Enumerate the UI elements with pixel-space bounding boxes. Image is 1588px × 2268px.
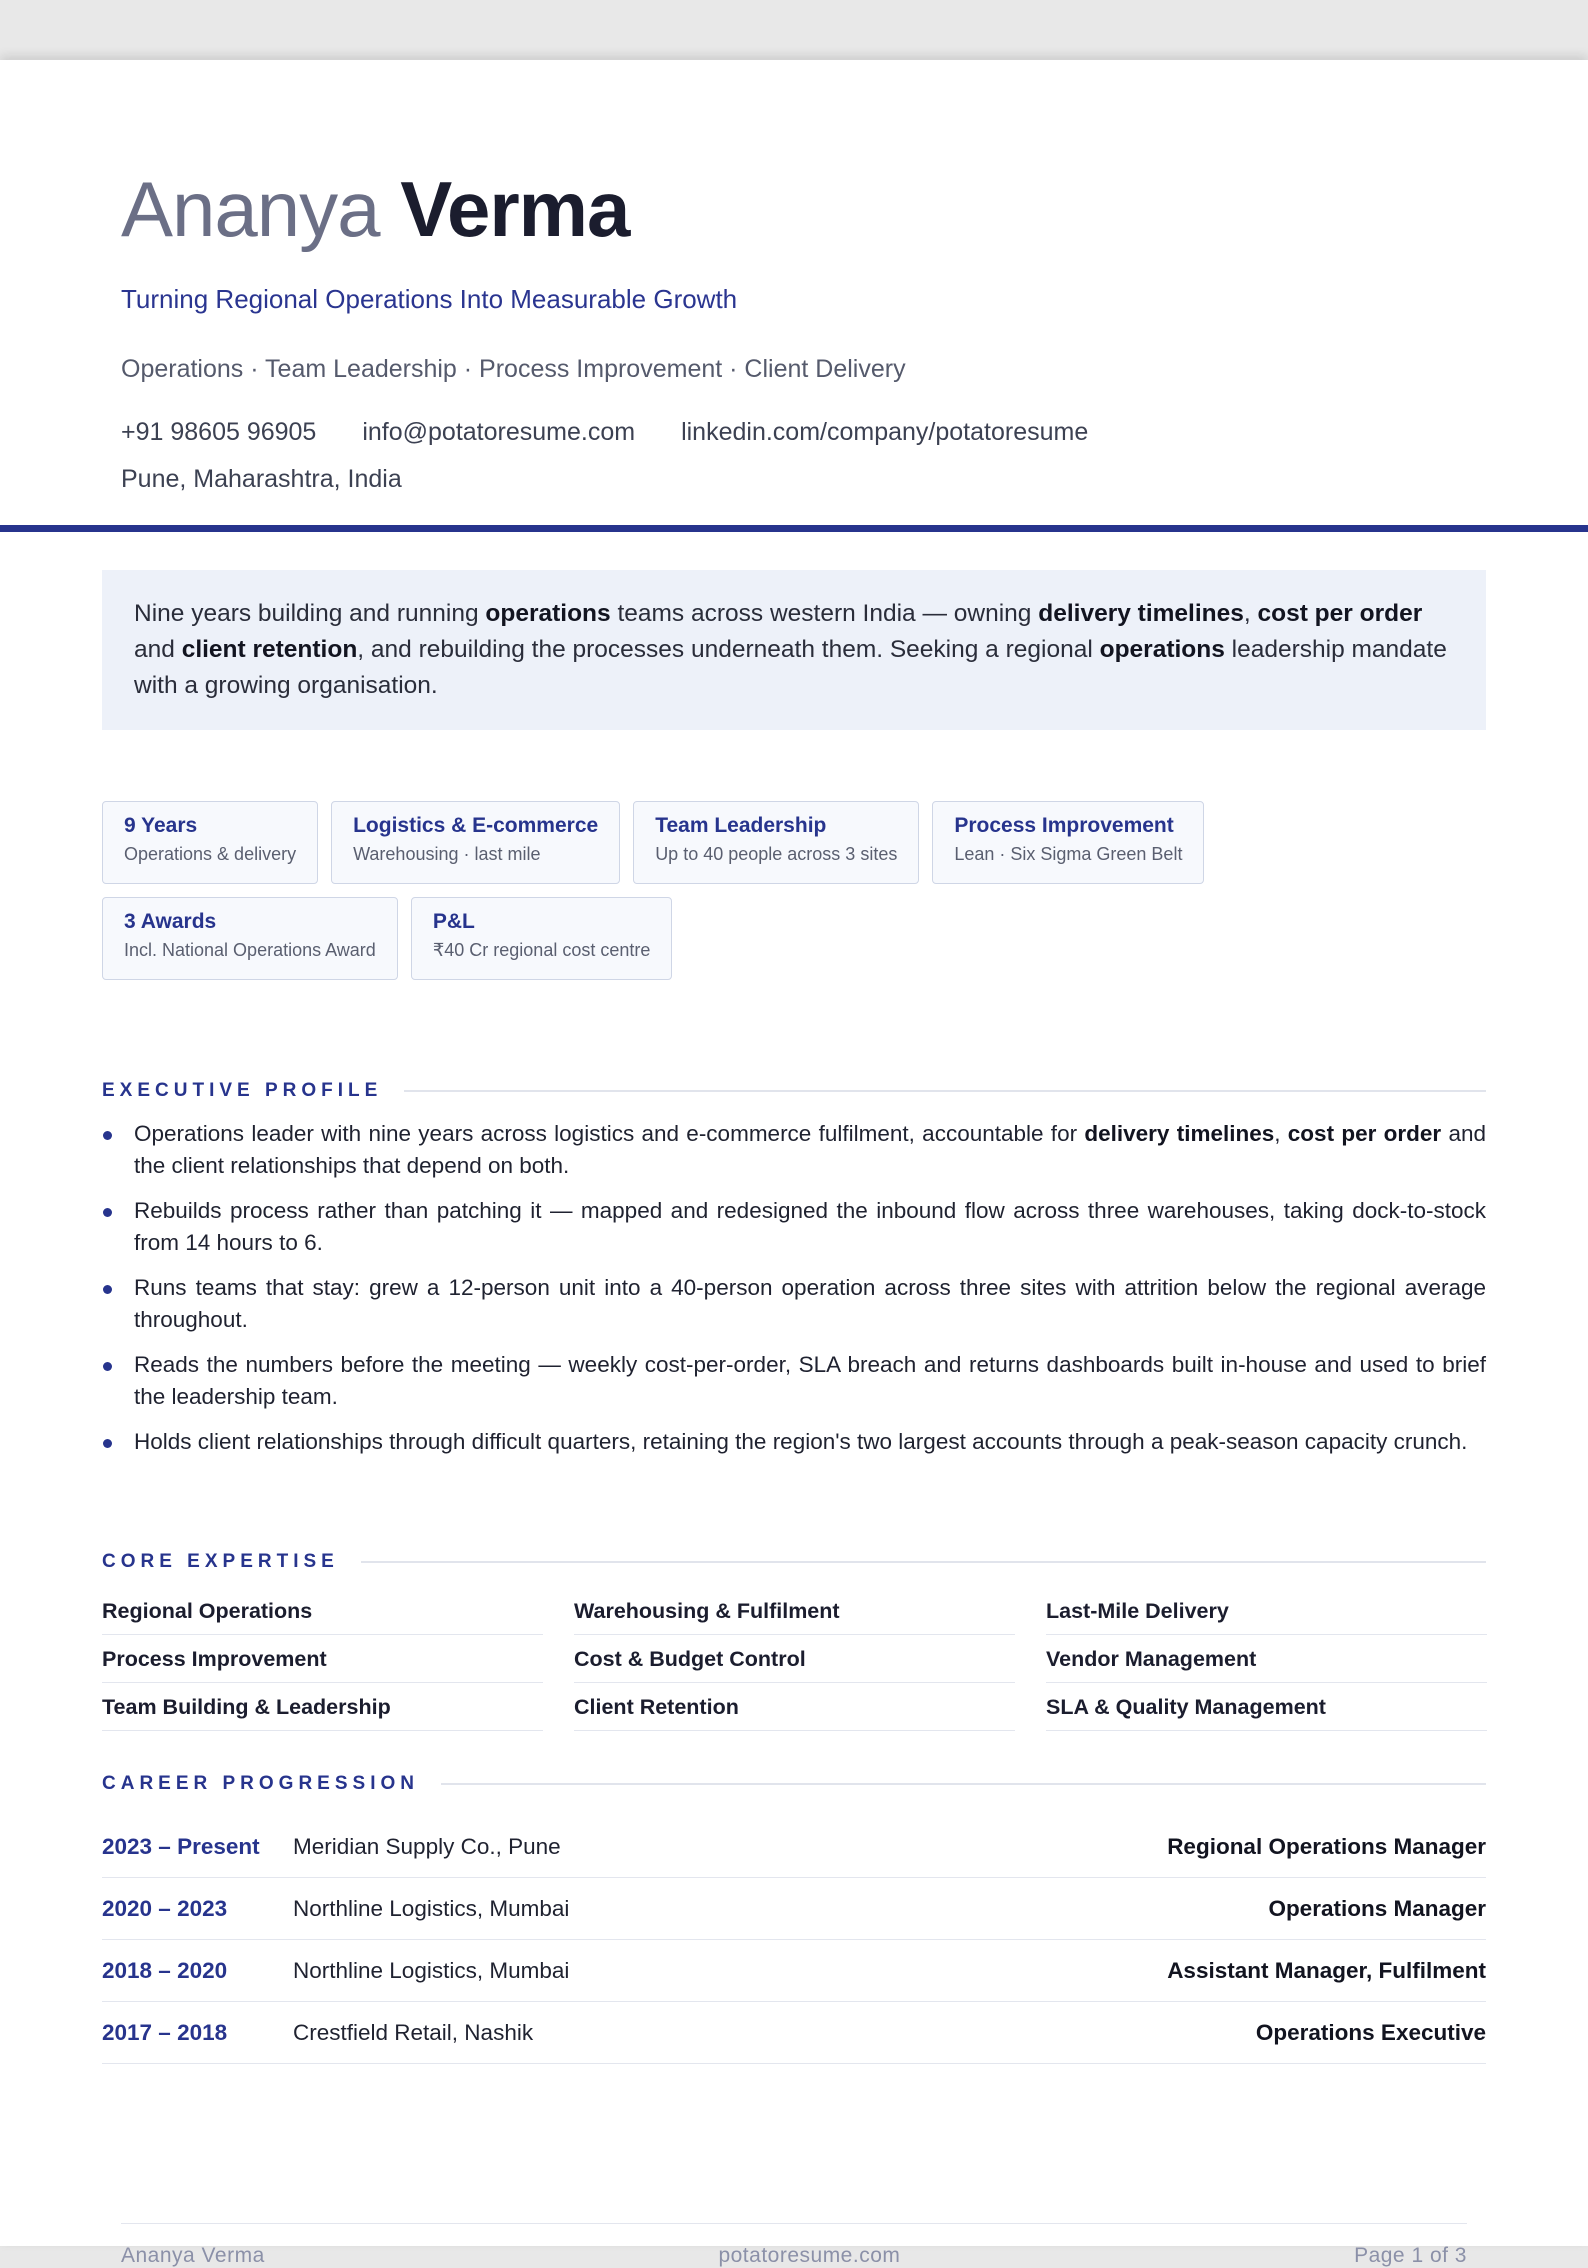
profile-bullet: [102, 1426, 1486, 1458]
emphasis-text: client retention: [181, 636, 358, 663]
header-divider: [0, 525, 1588, 532]
emphasis-text: cost per order: [1257, 600, 1423, 627]
profile-bullet-list: [102, 1118, 1486, 1471]
section-divider: [361, 1561, 1486, 1563]
career-row: [102, 2002, 1486, 2064]
career-company: Northline Logistics, Mumbai: [293, 1895, 570, 1921]
highlight-title: 3 Awards: [124, 910, 217, 933]
body-text: Runs teams that stay: grew a 12-person unit into a 40-person operation across three sites with attrition below the regional average throughout.: [134, 1275, 1486, 1332]
highlight-tile: [633, 801, 919, 884]
summary-text: [134, 600, 1447, 699]
expertise-grid: [102, 1587, 1486, 1731]
expertise-item: Last-Mile Delivery: [1046, 1587, 1487, 1635]
last-name: Verma: [400, 165, 630, 253]
section-title-text: EXECUTIVE PROFILE: [102, 1080, 383, 1101]
emphasis-text: delivery timelines: [1084, 1121, 1275, 1146]
specialties-line: Operations · Team Leadership · Process Improvement · Client Delivery: [121, 355, 906, 383]
highlight-subtitle: Lean · Six Sigma Green Belt: [954, 844, 1183, 864]
location: Pune, Maharashtra, India: [121, 465, 402, 493]
highlight-subtitle: Up to 40 people across 3 sites: [655, 844, 898, 864]
expertise-item: Vendor Management: [1046, 1635, 1487, 1683]
body-text: Holds client relationships through difficult quarters, retaining the region's two largest accounts through a peak-season capacity crunch.: [134, 1429, 1468, 1454]
body-text: Rebuilds process rather than patching it — mapped and redesigned the inbound flow across three warehouses, taking dock-to-stock from 14 hours to 6.: [134, 1198, 1486, 1255]
body-text: Reads the numbers before the meeting — weekly cost-per-order, SLA breach and returns dashboards built in-house and used to brief the leadership team.: [134, 1352, 1486, 1409]
section-title-profile: [102, 1080, 1486, 1102]
tagline: Turning Regional Operations Into Measurable Growth: [121, 284, 738, 314]
profile-bullet: [102, 1272, 1486, 1336]
section-divider: [404, 1090, 1486, 1092]
highlight-tiles: [102, 801, 1502, 993]
highlight-tile: [102, 801, 318, 884]
body-text: ,: [1274, 1121, 1288, 1146]
career-role: Operations Manager: [1268, 1895, 1486, 1921]
career-row: [102, 1878, 1486, 1940]
expertise-item: Process Improvement: [102, 1635, 543, 1683]
highlight-tile: [102, 897, 398, 980]
career-period: 2023 – Present: [102, 1833, 260, 1859]
first-name: Ananya: [121, 165, 380, 253]
resume-page: [0, 60, 1588, 2267]
emphasis-text: cost per order: [1287, 1121, 1442, 1146]
highlight-tile: [932, 801, 1204, 884]
footer-name: Ananya Verma: [121, 2244, 265, 2267]
email-address[interactable]: info@potatoresume.com: [362, 418, 636, 446]
career-role: Assistant Manager, Fulfilment: [1167, 1957, 1486, 1983]
highlight-subtitle: Operations & delivery: [124, 844, 297, 864]
career-period: 2017 – 2018: [102, 2019, 228, 2045]
profile-bullet: [102, 1195, 1486, 1259]
highlight-subtitle: ₹40 Cr regional cost centre: [432, 940, 651, 960]
body-text: Nine years building and running: [134, 600, 486, 627]
expertise-item: Regional Operations: [102, 1587, 543, 1635]
footer-site[interactable]: potatoresume.com: [718, 2244, 901, 2267]
section-title-text: CAREER PROGRESSION: [102, 1773, 419, 1794]
career-company: Meridian Supply Co., Pune: [293, 1833, 561, 1859]
body-text: Operations leader with nine years across logistics and e-commerce fulfilment, accountable for: [134, 1121, 1085, 1146]
highlight-subtitle: Incl. National Operations Award: [124, 940, 376, 960]
highlight-title: 9 Years: [124, 814, 198, 837]
highlight-title: Process Improvement: [954, 814, 1174, 837]
highlight-title: P&L: [432, 910, 475, 933]
body-text: and the client relationships that depend on both.: [134, 1121, 1486, 1178]
body-text: , and rebuilding the processes underneath them. Seeking a regional: [357, 636, 1100, 663]
section-title-career: [102, 1773, 1486, 1795]
footer-page-number: Page 1 of 3: [1354, 2244, 1467, 2267]
career-list: [102, 1816, 1486, 2064]
section-title-text: CORE EXPERTISE: [102, 1551, 339, 1572]
body-text: teams across western India — owning: [610, 600, 1039, 627]
emphasis-text: operations: [485, 600, 611, 627]
section-divider: [441, 1783, 1486, 1785]
career-company: Northline Logistics, Mumbai: [293, 1957, 570, 1983]
expertise-item: Team Building & Leadership: [102, 1683, 543, 1731]
body-text: and: [134, 636, 182, 663]
body-text: leadership mandate with a growing organisation.: [134, 636, 1447, 699]
career-role: Operations Executive: [1255, 2019, 1486, 2045]
emphasis-text: delivery timelines: [1038, 600, 1244, 627]
highlight-tile: [411, 897, 673, 980]
highlight-title: Team Leadership: [655, 814, 827, 837]
emphasis-text: operations: [1099, 636, 1225, 663]
expertise-item: Cost & Budget Control: [574, 1635, 1015, 1683]
profile-bullet: [102, 1349, 1486, 1413]
resume-header: [121, 165, 1441, 494]
career-period: 2018 – 2020: [102, 1957, 228, 1983]
career-period: 2020 – 2023: [102, 1895, 228, 1921]
phone-number[interactable]: +91 98605 96905: [121, 418, 317, 446]
career-row: [102, 1816, 1486, 1878]
summary-box: [102, 570, 1486, 730]
expertise-item: Warehousing & Fulfilment: [574, 1587, 1015, 1635]
section-title-expertise: [102, 1551, 1486, 1573]
candidate-name: [121, 165, 1441, 253]
contact-row: [121, 418, 1441, 447]
highlight-row: [102, 897, 1502, 980]
expertise-item: Client Retention: [574, 1683, 1015, 1731]
career-role: Regional Operations Manager: [1167, 1833, 1486, 1859]
career-row: [102, 1940, 1486, 2002]
highlight-title: Logistics & E-commerce: [353, 814, 599, 837]
highlight-tile: [331, 801, 620, 884]
highlight-row: [102, 801, 1502, 884]
profile-bullet: [102, 1118, 1486, 1182]
highlight-subtitle: Warehousing · last mile: [353, 844, 541, 864]
linkedin-link[interactable]: linkedin.com/company/potatoresume: [681, 418, 1089, 446]
body-text: ,: [1243, 600, 1258, 627]
expertise-item: SLA & Quality Management: [1046, 1683, 1487, 1731]
career-company: Crestfield Retail, Nashik: [293, 2019, 534, 2045]
